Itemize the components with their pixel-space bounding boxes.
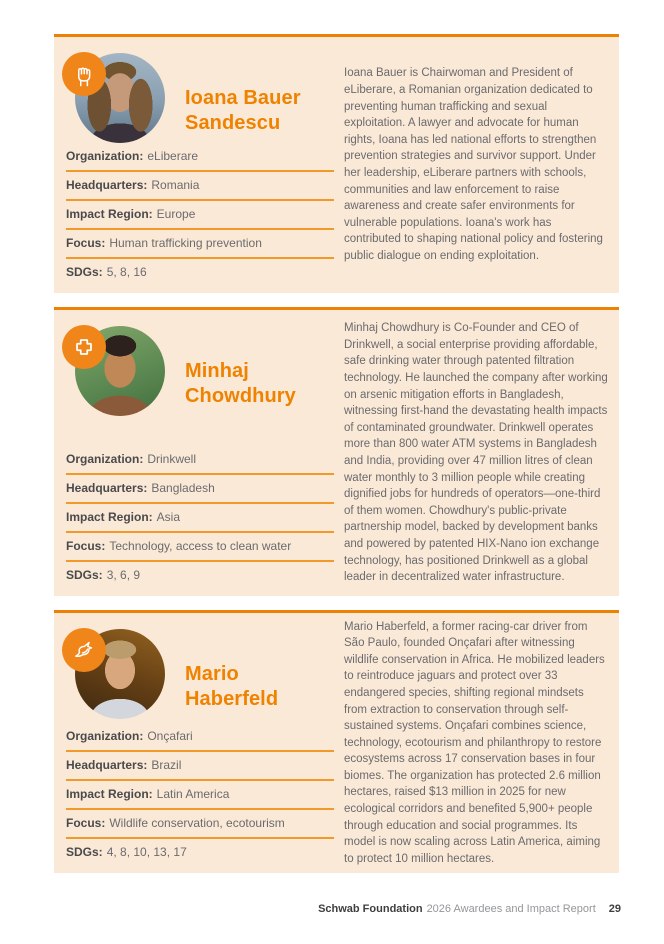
field-value: 3, 6, 9 [106, 568, 141, 582]
bio-column [344, 37, 619, 293]
card-left-column [54, 310, 344, 596]
field-label: Impact Region: [66, 510, 153, 524]
bio-column [344, 310, 619, 596]
footer-report-title: 2026 Awardees and Impact Report [426, 903, 596, 915]
awardee-name-line2: Chowdhury [185, 385, 296, 407]
field-label: Focus: [66, 236, 106, 250]
field-row-headquarters [66, 475, 334, 504]
bio-text: Minhaj Chowdhury is Co-Founder and CEO of Drinkwell, a social enterprise providing affordable, safe drinking water through patented filtration technology. He launched the company after working on arsenic mitigation efforts in Bangladesh, witnessing first-hand the devastating health impacts of contaminated groundwater. Drinkwell operates more than 800 water ATM systems in Bangladesh and India, providing over 47 million litres of clean water monthly to 3 million people while creating dignified jobs for hundreds of operators—one-third of them women. Chowdhury's public-private partnership model, backed by development banks and powered by patented HIX-Nano ion exchange technology, has positioned Drinkwell as a global leader in decentralized water infrastructure. [344, 322, 608, 584]
field-list [66, 143, 334, 286]
awardee-name-line2: Haberfeld [185, 688, 279, 710]
card-left-column [54, 37, 344, 293]
field-list [66, 446, 334, 589]
awardee-card-mario-haberfeld [54, 610, 619, 873]
field-label: Focus: [66, 539, 106, 553]
field-label: Organization: [66, 729, 144, 743]
field-row-organization [66, 143, 334, 172]
field-row-organization [66, 723, 334, 752]
profile-row [66, 627, 334, 723]
field-value: Technology, access to clean water [109, 539, 292, 553]
field-label: Impact Region: [66, 787, 153, 801]
profile-row [66, 324, 334, 424]
awardee-name [185, 359, 296, 409]
field-row-focus [66, 230, 334, 259]
field-row-impact-region [66, 781, 334, 810]
medical-cross-icon [69, 332, 99, 362]
field-label: Organization: [66, 452, 144, 466]
field-value: Asia [156, 510, 181, 524]
awardee-name-line1: Minhaj [185, 360, 249, 382]
field-label: SDGs: [66, 568, 103, 582]
field-value: Wildlife conservation, ecotourism [109, 816, 285, 830]
field-value: Bangladesh [151, 481, 215, 495]
awardee-name-line2: Sandescu [185, 112, 281, 134]
field-label: Focus: [66, 816, 106, 830]
awardee-name-line1: Mario [185, 663, 239, 685]
awardee-card-minhaj-chowdhury [54, 307, 619, 596]
bio-text: Ioana Bauer is Chairwoman and President of eLiberare, a Romanian organization dedicated to preventing human trafficking and sexual exploitation. A lawyer and advocate for human rights, Ioana has led national efforts to strengthen prevention strategies and survivor support. Under her leadership, eLiberare partners with schools, communities and law enforcement to raise awareness and create safer environments for vulnerable populations. Ioana's work has contributed to shaping national policy and fostering public dialogue on ending exploitation. [344, 67, 603, 262]
field-row-focus [66, 533, 334, 562]
field-value: Drinkwell [147, 452, 197, 466]
field-row-headquarters [66, 752, 334, 781]
footer-brand: Schwab Foundation [318, 903, 423, 915]
field-value: 4, 8, 10, 13, 17 [106, 845, 187, 859]
page-footer [318, 903, 621, 916]
field-row-impact-region [66, 504, 334, 533]
field-label: Headquarters: [66, 178, 148, 192]
category-badge [62, 628, 106, 672]
field-row-sdgs [66, 839, 334, 866]
category-badge [62, 52, 106, 96]
fist-icon [69, 59, 99, 89]
awardee-name [185, 86, 301, 136]
field-row-headquarters [66, 172, 334, 201]
field-label: Impact Region: [66, 207, 153, 221]
field-list [66, 723, 334, 866]
bio-column [344, 613, 619, 873]
dove-icon [69, 635, 99, 665]
awardee-name-line1: Ioana Bauer [185, 87, 301, 109]
awardee-name [185, 662, 278, 712]
field-label: SDGs: [66, 265, 103, 279]
card-left-column [54, 613, 344, 873]
field-value: Human trafficking prevention [109, 236, 262, 250]
awardee-card-ioana-bauer [54, 34, 619, 293]
field-value: 5, 8, 16 [106, 265, 147, 279]
profile-row [66, 51, 334, 143]
field-label: Headquarters: [66, 758, 148, 772]
field-row-focus [66, 810, 334, 839]
field-row-organization [66, 446, 334, 475]
category-badge [62, 325, 106, 369]
field-row-impact-region [66, 201, 334, 230]
field-value: Latin America [156, 787, 230, 801]
field-value: Brazil [151, 758, 182, 772]
field-label: SDGs: [66, 845, 103, 859]
field-row-sdgs [66, 259, 334, 286]
field-row-sdgs [66, 562, 334, 589]
field-label: Headquarters: [66, 481, 148, 495]
bio-text: Mario Haberfeld, a former racing-car driver from São Paulo, founded Onçafari after witnessing wildlife conservation in Africa. He mobilized leaders to reintroduce jaguars and protect over 33 endangered species, shifting regional mindsets from extraction to conservation through self-sustained systems. Onçafari combines science, technology, ecotourism and philanthropy to restore ecosystems across 17 conservation bases in four biomes. The organization has protected 2.6 million hectares, raised $13 million in 2025 for new ecological corridors and benefited 5,900+ people through education and social programmes. Its model is now scaling across Latin America, aiming to protect 10 million hectares. [344, 620, 605, 865]
page-number: 29 [608, 903, 621, 915]
field-value: Onçafari [147, 729, 193, 743]
field-value: Europe [156, 207, 196, 221]
field-value: eLiberare [147, 149, 199, 163]
field-value: Romania [151, 178, 200, 192]
field-label: Organization: [66, 149, 144, 163]
